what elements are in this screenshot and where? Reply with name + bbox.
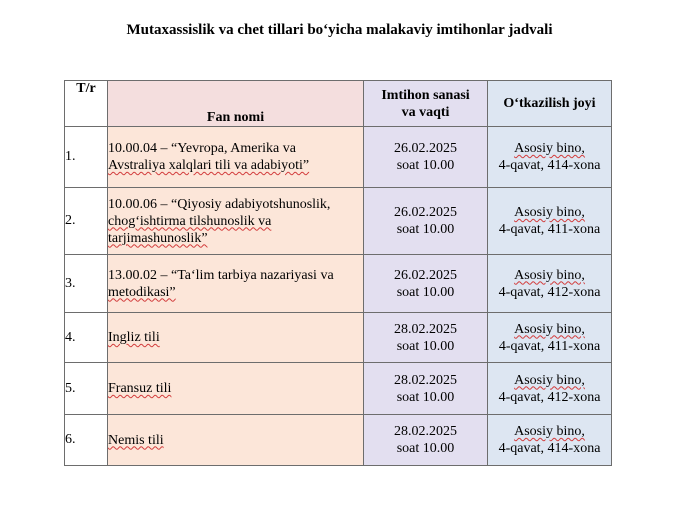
table-row: [65, 255, 612, 313]
exam-time: soat 10.00: [396, 284, 455, 300]
subject-line1: Ingliz tili: [108, 330, 160, 345]
subject-line3: tarjimashunoslik”: [108, 230, 208, 246]
location-building: Asosiy bino,: [514, 424, 585, 439]
document-title: Mutaxassislik va chet tillari bo‘yicha malakaviy imtihonlar jadvali: [126, 22, 553, 38]
location-room: 4-qavat, 414-xona: [498, 441, 601, 456]
table-row: [65, 415, 612, 466]
exam-date: 26.02.2025: [394, 141, 457, 156]
exam-location: [488, 127, 612, 188]
row-number: 4.: [65, 313, 108, 363]
exam-location: [488, 188, 612, 255]
exam-date: 28.02.2025: [394, 372, 457, 388]
table-row: [65, 127, 612, 188]
exam-datetime: [364, 363, 488, 415]
exam-time: soat 10.00: [396, 222, 455, 237]
subject-line2: chog‘ishtirma tilshunoslik va: [108, 213, 272, 229]
location-room: 4-qavat, 411-xona: [498, 222, 601, 237]
exam-location: [488, 313, 612, 363]
exam-date: 28.02.2025: [394, 424, 457, 439]
subject-name: [108, 363, 364, 415]
location-building: Asosiy bino,: [514, 205, 585, 220]
header-location: O‘tkazilish joyi: [488, 81, 612, 127]
exam-location: [488, 363, 612, 415]
table-row: [65, 363, 612, 415]
location-building: Asosiy bino,: [514, 141, 585, 156]
subject-name: [108, 313, 364, 363]
location-room: 4-qavat, 412-xona: [498, 389, 601, 405]
subject-line1: 10.00.04 – “Yevropa, Amerika va: [108, 141, 296, 156]
header-date-line2: va vaqti: [401, 104, 450, 120]
subject-name: [108, 188, 364, 255]
row-number: 6.: [65, 415, 108, 466]
exam-datetime: [364, 188, 488, 255]
exam-time: soat 10.00: [396, 441, 455, 456]
exam-time: soat 10.00: [396, 338, 455, 354]
subject-line1: Fransuz tili: [108, 381, 172, 396]
header-subject-name: [108, 81, 364, 127]
exam-date: 28.02.2025: [394, 321, 457, 337]
row-number: 2.: [65, 188, 108, 255]
header-subject-label: Fan nomi: [206, 110, 265, 125]
exam-datetime: [364, 313, 488, 363]
table-row: [65, 188, 612, 255]
subject-line1: 10.00.06 – “Qiyosiy adabiyotshunoslik,: [108, 196, 331, 212]
row-number: 3.: [65, 255, 108, 313]
subject-line1: 13.00.02 – “Ta‘lim tarbiya nazariyasi va: [108, 267, 334, 283]
subject-line2: Avstraliya xalqlari tili va adabiyoti”: [108, 158, 310, 173]
header-number: T/r: [65, 81, 108, 127]
subject-line2: metodikasi”: [108, 284, 176, 300]
exam-location: [488, 415, 612, 466]
subject-name: [108, 415, 364, 466]
exam-schedule-table: [64, 80, 612, 466]
exam-datetime: [364, 127, 488, 188]
exam-date: 26.02.2025: [394, 267, 457, 283]
table-header-row: [65, 81, 612, 127]
table-row: [65, 313, 612, 363]
exam-datetime: [364, 415, 488, 466]
location-building: Asosiy bino,: [514, 267, 585, 283]
subject-line1: Nemis tili: [108, 432, 164, 448]
location-room: 4-qavat, 414-xona: [498, 158, 601, 173]
row-number: 1.: [65, 127, 108, 188]
exam-time: soat 10.00: [396, 389, 455, 405]
location-building: Asosiy bino,: [514, 321, 585, 337]
exam-time: soat 10.00: [396, 158, 455, 173]
header-exam-date: [364, 81, 488, 127]
exam-date: 26.02.2025: [394, 205, 457, 220]
exam-location: [488, 255, 612, 313]
location-building: Asosiy bino,: [514, 372, 585, 388]
subject-name: [108, 127, 364, 188]
location-room: 4-qavat, 411-xona: [498, 338, 601, 354]
header-date-line1: Imtihon sanasi: [381, 87, 470, 103]
location-room: 4-qavat, 412-xona: [498, 284, 601, 300]
row-number: 5.: [65, 363, 108, 415]
subject-name: [108, 255, 364, 313]
exam-datetime: [364, 255, 488, 313]
